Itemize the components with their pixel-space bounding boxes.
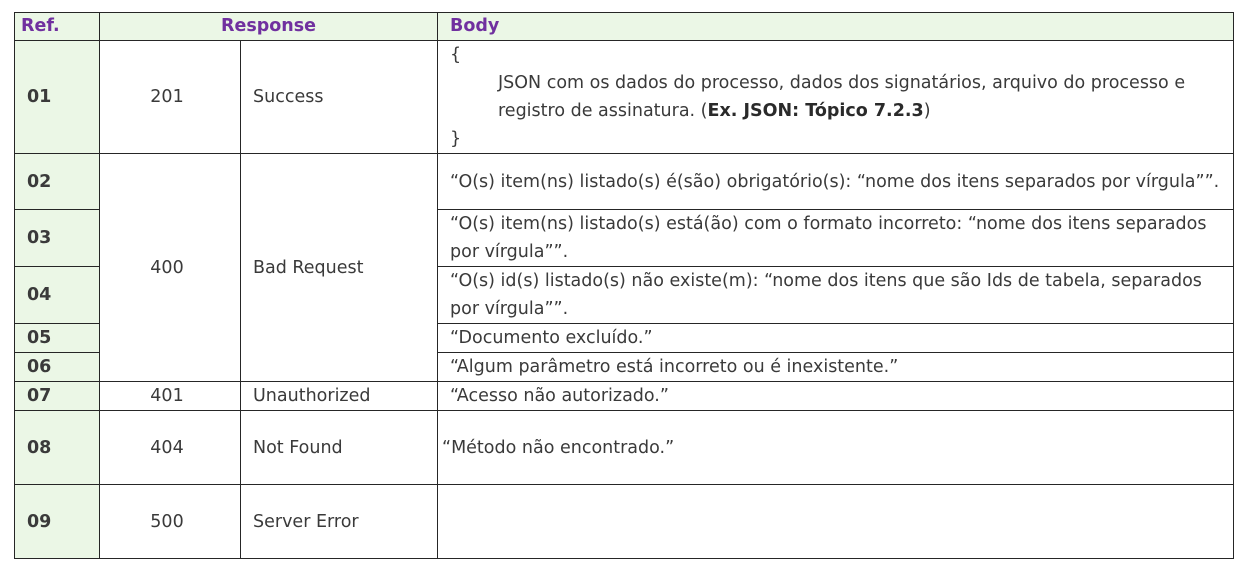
body-open-brace: {: [450, 45, 462, 65]
status-code: 400: [100, 154, 241, 382]
ref-cell: 09: [15, 485, 100, 559]
status-code: 500: [100, 485, 241, 559]
table-row: [15, 382, 1234, 411]
body-json-ref: Ex. JSON: Tópico 7.2.3: [707, 101, 924, 121]
body-close-brace: }: [450, 129, 462, 149]
body-cell: “Algum parâmetro está incorreto ou é inexistente.”: [438, 353, 1234, 382]
body-cell: “Acesso não autorizado.”: [438, 382, 1234, 411]
body-json-tail: ): [923, 101, 931, 121]
body-cell: “O(s) item(ns) listado(s) está(ão) com o formato incorreto: “nome dos itens separados por vírgula””.: [438, 210, 1234, 267]
ref-cell: 02: [15, 154, 100, 210]
ref-cell: 04: [15, 267, 100, 324]
header-ref: Ref.: [15, 13, 100, 41]
body-cell: “O(s) item(ns) listado(s) é(são) obrigatório(s): “nome dos itens separados por vírgula””.: [438, 154, 1234, 210]
status-name: Server Error: [241, 485, 438, 559]
ref-cell: 07: [15, 382, 100, 411]
table-row: [15, 485, 1234, 559]
ref-cell: 03: [15, 210, 100, 267]
body-cell: [438, 41, 1234, 154]
table-row: [15, 41, 1234, 154]
status-name: Unauthorized: [241, 382, 438, 411]
status-name: Bad Request: [241, 154, 438, 382]
ref-cell: 01: [15, 41, 100, 154]
ref-cell: 05: [15, 324, 100, 353]
header-response: Response: [100, 13, 438, 41]
status-name: Success: [241, 41, 438, 154]
status-code: 201: [100, 41, 241, 154]
body-cell: “O(s) id(s) listado(s) não existe(m): “nome dos itens que são Ids de tabela, separados por vírgula””.: [438, 267, 1234, 324]
response-table: [14, 12, 1234, 559]
table-row: [15, 411, 1234, 485]
body-json-text: JSON com os dados do processo, dados dos signatários, arquivo do processo e registro de assinatura. (: [498, 73, 1186, 121]
status-code: 401: [100, 382, 241, 411]
body-cell: “Método não encontrado.”: [438, 411, 1234, 485]
ref-cell: 08: [15, 411, 100, 485]
body-cell: “Documento excluído.”: [438, 324, 1234, 353]
ref-cell: 06: [15, 353, 100, 382]
header-row: [15, 13, 1234, 41]
status-name: Not Found: [241, 411, 438, 485]
header-body: Body: [438, 13, 1234, 41]
body-cell: [438, 485, 1234, 559]
status-code: 404: [100, 411, 241, 485]
body-json-description: [450, 69, 1227, 125]
table-row: [15, 154, 1234, 210]
